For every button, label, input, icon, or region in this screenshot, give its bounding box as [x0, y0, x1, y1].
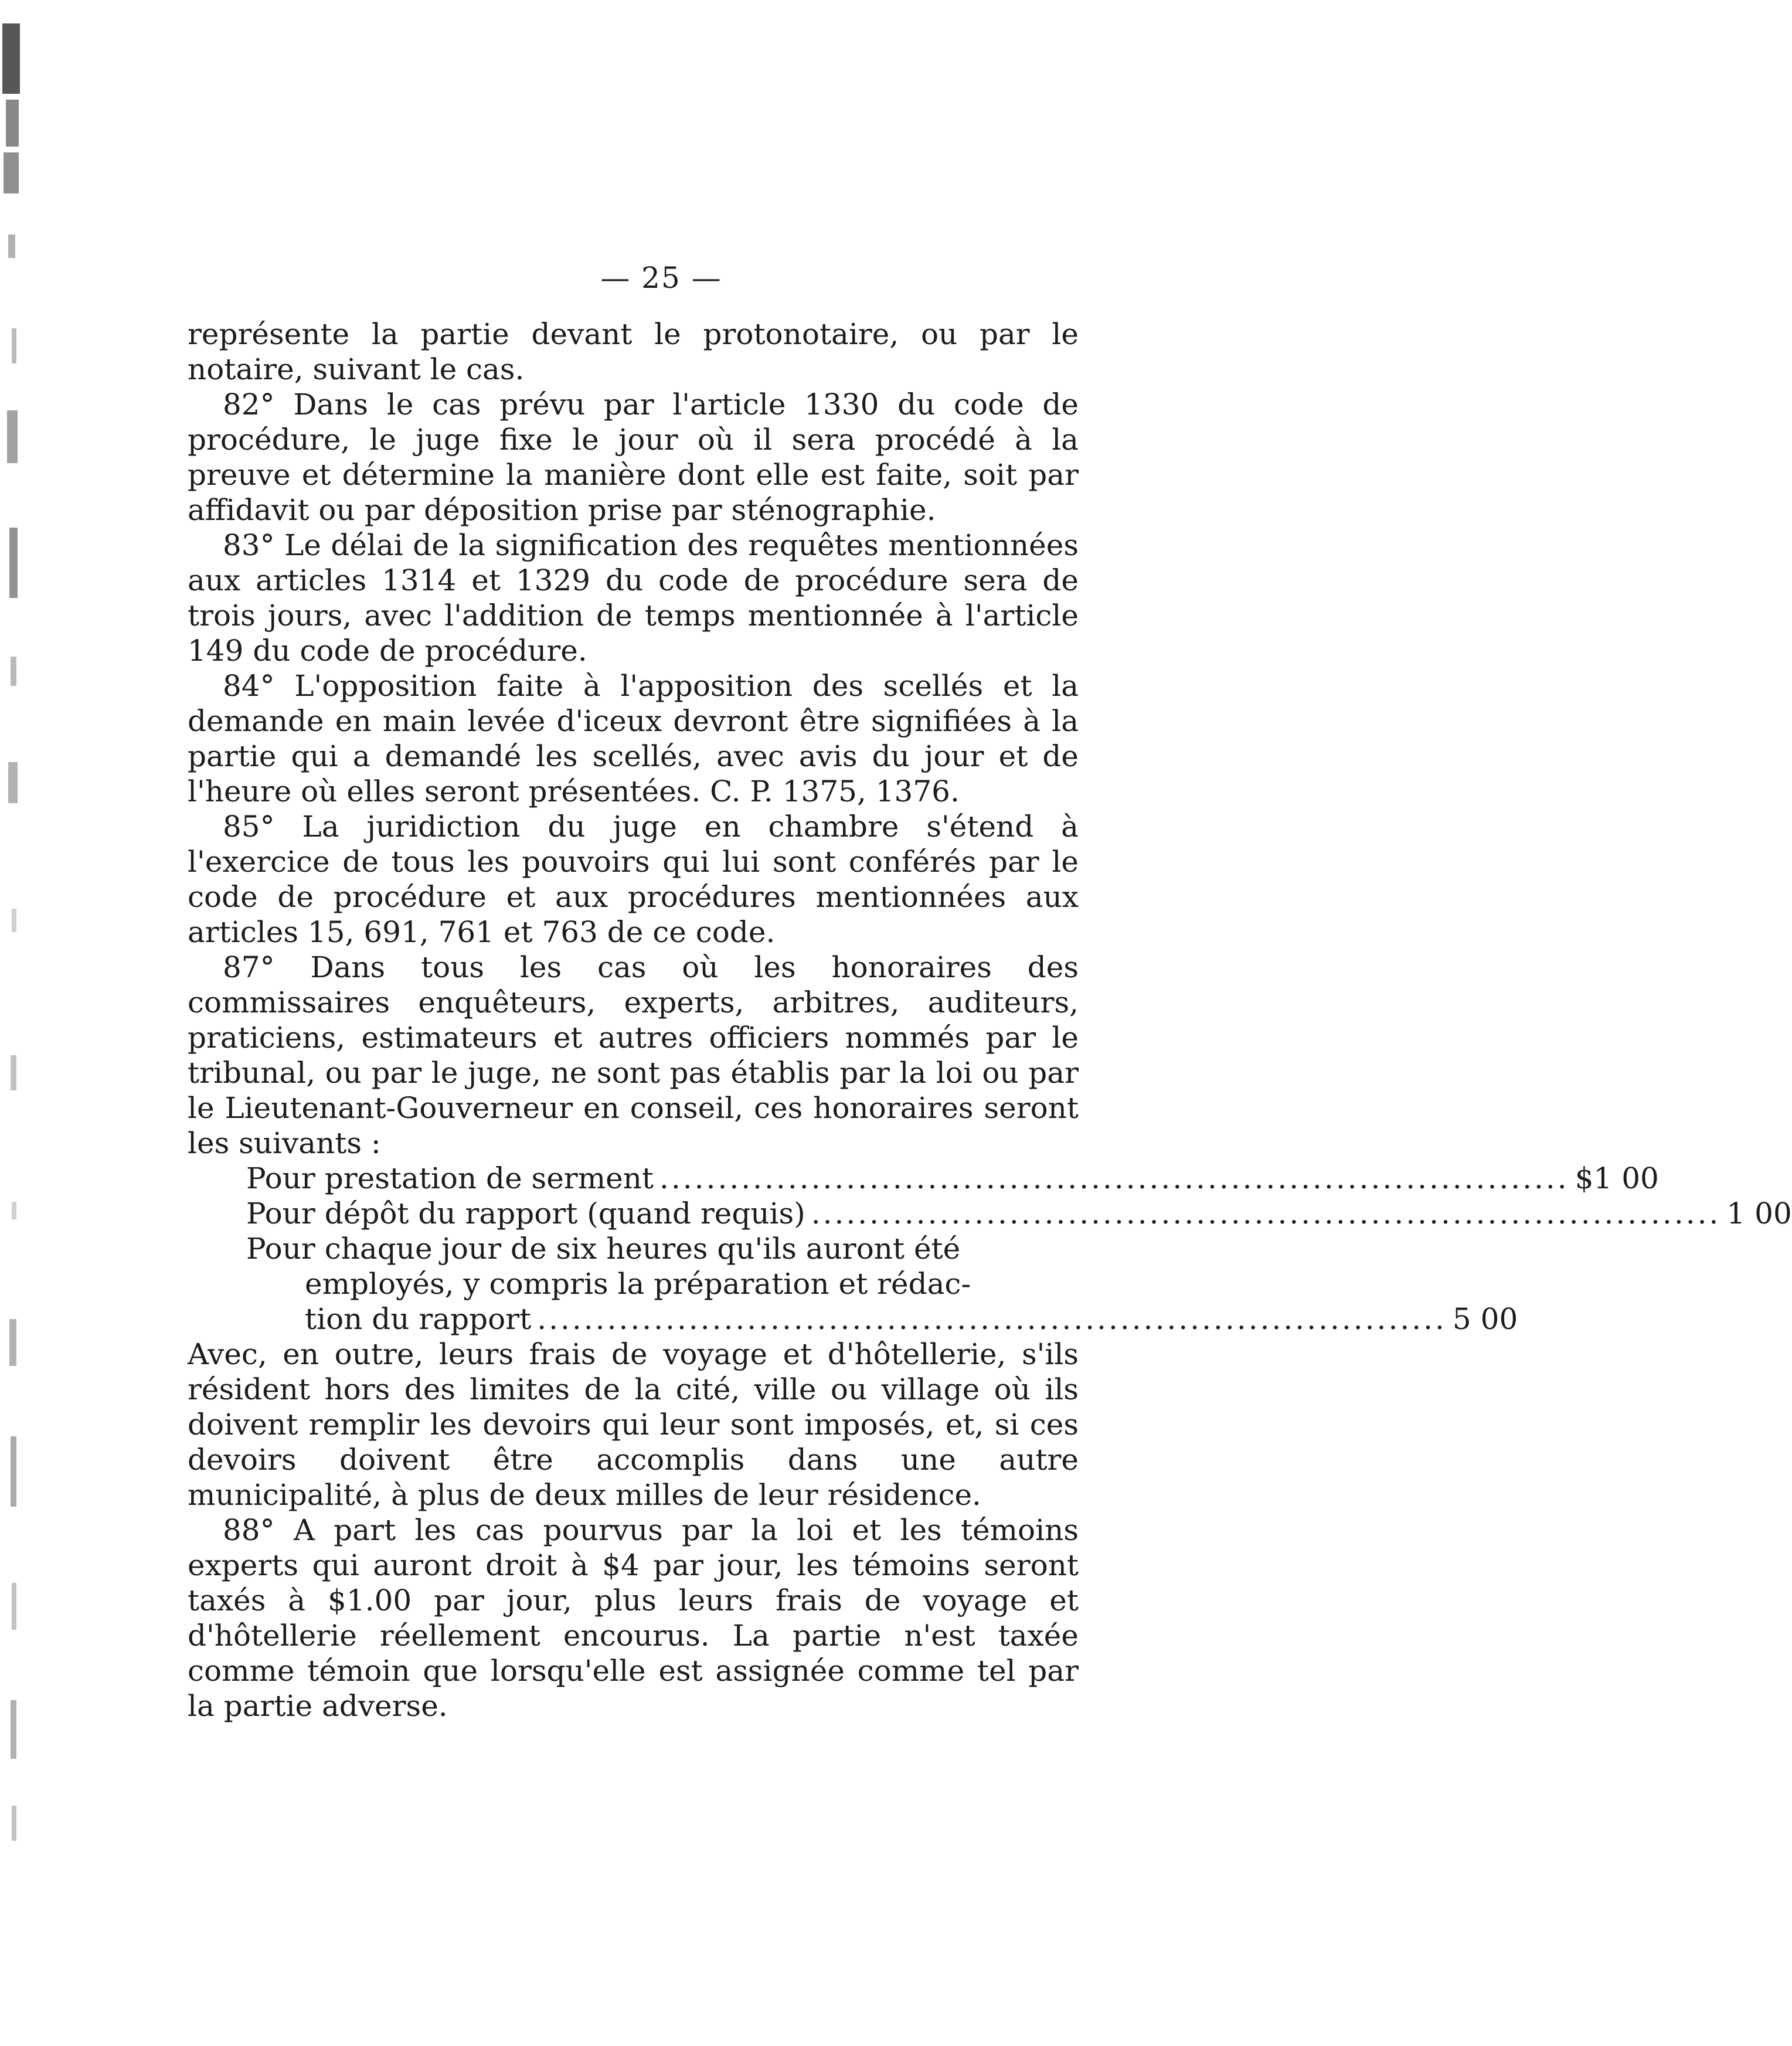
- scan-edge-noise: [0, 0, 53, 2046]
- paragraph-83: 83° Le délai de la signification des requêtes mentionnées aux articles 1314 et 1329 du code de procédure sera de trois jours, avec l'addition de temps mentionnée à l'article 149 du code de procédure.: [188, 528, 1079, 668]
- fee-amount: 5 00: [1452, 1302, 1518, 1336]
- fee-label-last-line: [246, 1301, 1518, 1337]
- dot-leader: ..............................................................................: [537, 1302, 1447, 1336]
- dot-leader: ..............................................................................: [659, 1161, 1569, 1195]
- paragraph-87: 87° Dans tous les cas où les honoraires des commissaires enquêteurs, experts, arbitres, auditeurs, praticiens, estimateurs et autres officiers nommés par le tribunal, ou par le juge, ne sont pas établis par la loi ou par le Lieutenant-Gouverneur en conseil, ces honoraires seront les suivants :: [188, 950, 1079, 1160]
- fee-amount: $1 00: [1575, 1161, 1659, 1195]
- paragraph-88: 88° A part les cas pourvus par la loi et les témoins experts qui auront droit à $4 par jour, les témoins seront taxés à $1.00 par jour, plus leurs frais de voyage et d'hôtellerie réellement encourus. La partie n'est taxée comme témoin que lorsqu'elle est assignée comme tel par la partie adverse.: [188, 1513, 1079, 1723]
- fee-row-report: [246, 1196, 1792, 1231]
- fee-label: tion du rapport: [305, 1302, 532, 1336]
- fee-amount: 1 00: [1726, 1197, 1792, 1231]
- dot-leader: ..............................................................................: [811, 1197, 1721, 1231]
- body-text: [188, 317, 1792, 1724]
- fee-label-line: Pour chaque jour de six heures qu'ils auront été: [246, 1232, 961, 1266]
- fee-label-line: employés, y compris la préparation et rédac-: [305, 1267, 971, 1301]
- fee-schedule: [246, 1161, 1792, 1337]
- paragraph-travel-expenses: Avec, en outre, leurs frais de voyage et d'hôtellerie, s'ils résident hors des limites de la cité, ville ou village où ils doivent remplir les devoirs qui leur sont imposés, et, si ces devoirs doivent être accomplis dans une autre municipalité, à plus de deux milles de leur résidence.: [188, 1337, 1079, 1512]
- paragraph-85: 85° La juridiction du juge en chambre s'étend à l'exercice de tous les pouvoirs qui lui sont conférés par le code de procédure et aux procédures mentionnées aux articles 15, 691, 761 et 763 de ce code.: [188, 810, 1079, 949]
- fee-label: Pour dépôt du rapport (quand requis): [246, 1197, 805, 1231]
- paragraph-82: 82° Dans le cas prévu par l'article 1330 du code de procédure, le juge fixe le jour où il sera procédé à la preuve et détermine la manière dont elle est faite, soit par affidavit ou par déposition prise par sténographie.: [188, 388, 1079, 527]
- paragraph-continuation: représente la partie devant le protonotaire, ou par le notaire, suivant le cas.: [188, 317, 1079, 386]
- page-number: — 25 —: [600, 261, 722, 295]
- fee-row-oath: [246, 1161, 1659, 1196]
- fee-label: Pour prestation de serment: [246, 1161, 654, 1195]
- paragraph-84: 84° L'opposition faite à l'apposition des scellés et la demande en main levée d'iceux devront être signifiées à la partie qui a demandé les scellés, avec avis du jour et de l'heure où elles seront présentées. C. P. 1375, 1376.: [188, 669, 1079, 808]
- fee-row-day: [246, 1231, 1518, 1337]
